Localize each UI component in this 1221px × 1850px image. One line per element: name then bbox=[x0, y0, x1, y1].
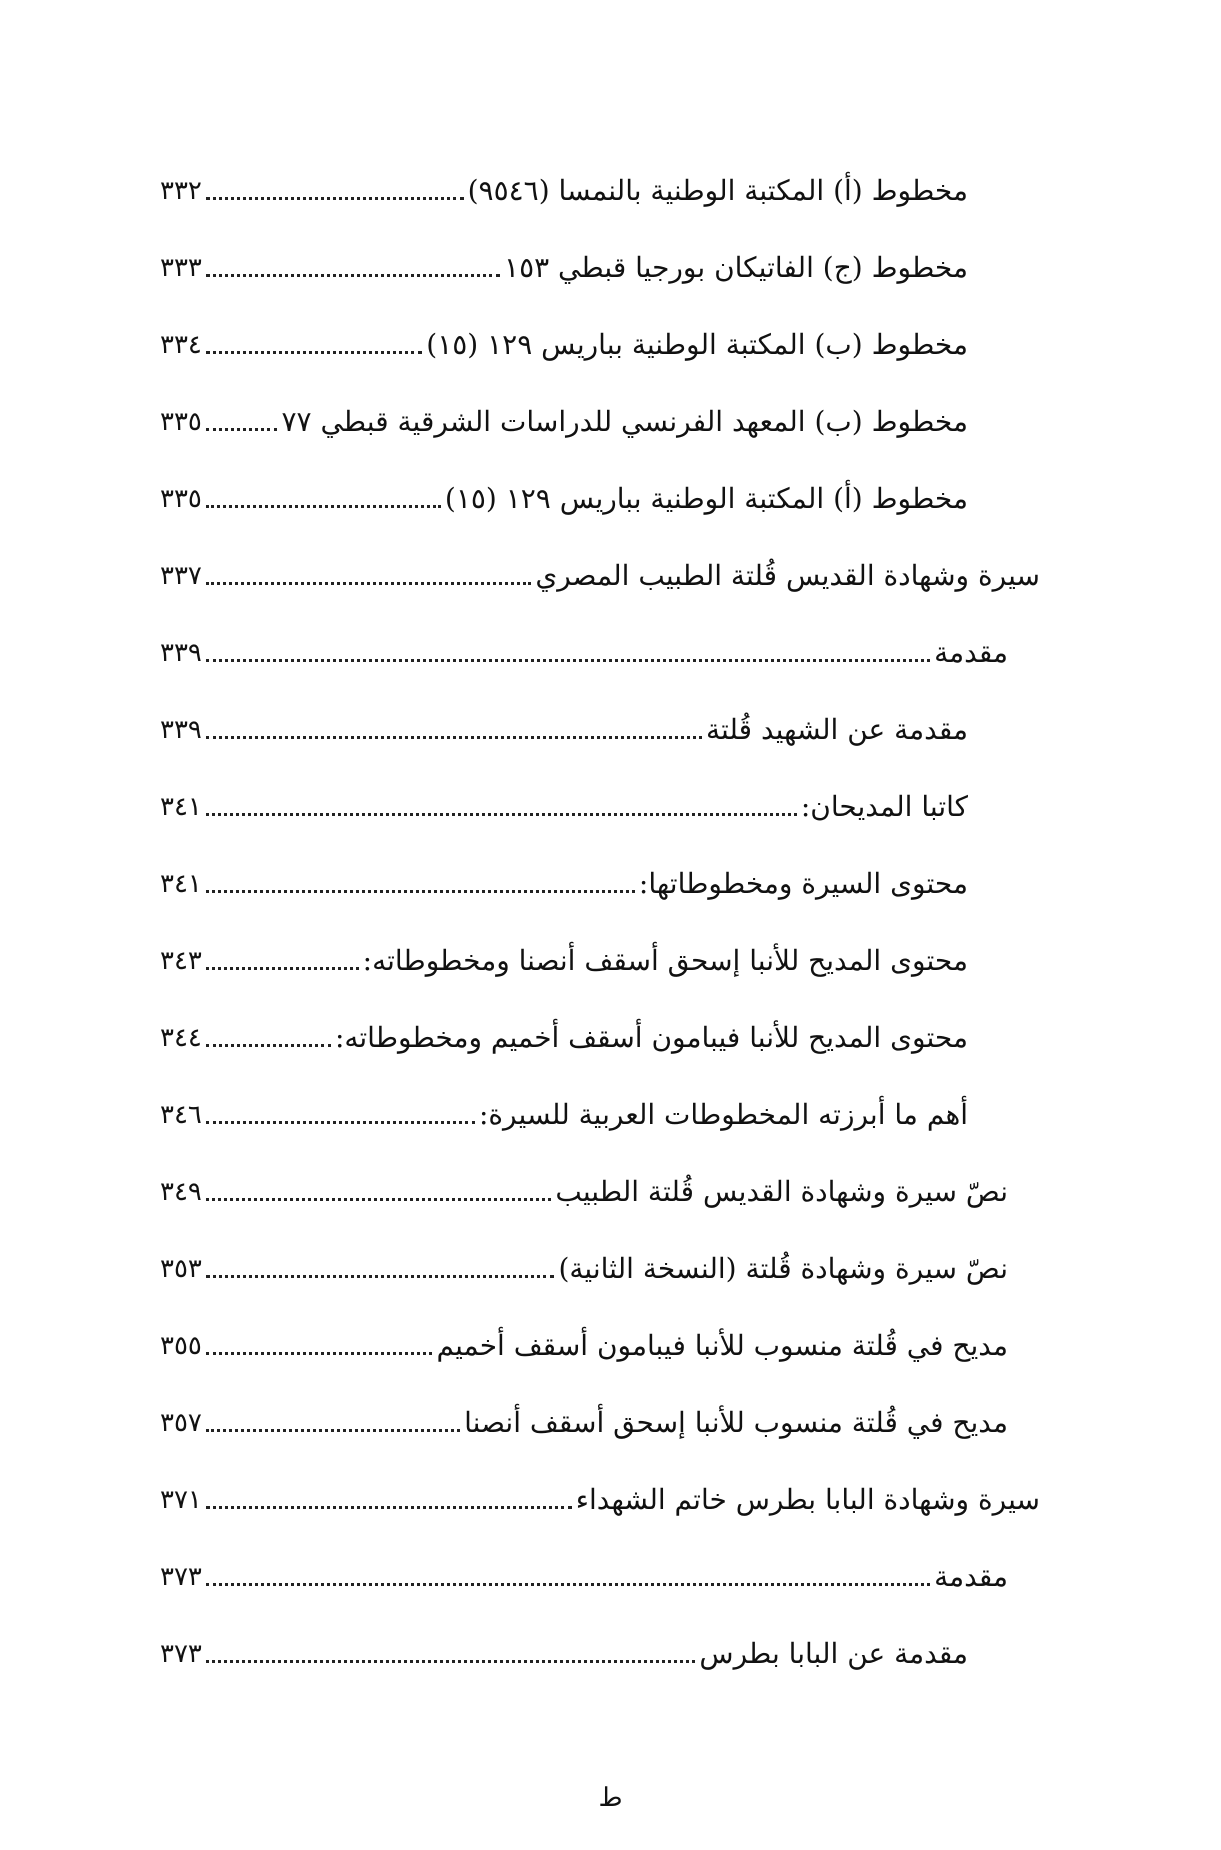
toc-entry-title: مقدمة bbox=[934, 1559, 1008, 1593]
dot-leader bbox=[206, 582, 531, 585]
toc-page-number: ٣٥٥ bbox=[160, 1330, 202, 1361]
toc-entry bbox=[160, 768, 1040, 845]
toc-page-number: ٣٣٩ bbox=[160, 637, 202, 668]
dot-leader bbox=[206, 1352, 433, 1355]
dot-leader bbox=[206, 967, 359, 970]
toc-entry bbox=[160, 845, 1040, 922]
dot-leader bbox=[206, 1044, 331, 1047]
toc-entry bbox=[160, 383, 1040, 460]
toc-page-number: ٣٤٩ bbox=[160, 1176, 202, 1207]
dot-leader bbox=[206, 813, 797, 816]
toc-entry-title: محتوى المديح للأنبا إسحق أسقف أنصنا ومخطوطاته: bbox=[362, 943, 968, 977]
toc-entry-title: سيرة وشهادة القديس قُلتة الطبيب المصري bbox=[535, 558, 1040, 592]
toc-entry bbox=[160, 1538, 1040, 1615]
dot-leader bbox=[206, 274, 500, 277]
toc-page-number: ٣٣٥ bbox=[160, 483, 202, 514]
toc-entry-title: كاتبا المديحان: bbox=[800, 789, 968, 823]
toc-entry bbox=[160, 999, 1040, 1076]
toc-page-number: ٣٥٧ bbox=[160, 1407, 202, 1438]
toc-entry bbox=[160, 1384, 1040, 1461]
dot-leader bbox=[206, 428, 278, 431]
toc-entry-title: مديح في قُلتة منسوب للأنبا فيبامون أسقف أخميم bbox=[436, 1328, 1008, 1362]
dot-leader bbox=[206, 736, 702, 739]
dot-leader bbox=[206, 505, 441, 508]
toc-page-number: ٣٧١ bbox=[160, 1484, 202, 1515]
toc-entry-title: مخطوط (ج) الفاتيكان بورجيا قبطي ١٥٣ bbox=[504, 250, 968, 284]
toc-entry bbox=[160, 614, 1040, 691]
toc-entry bbox=[160, 229, 1040, 306]
toc-entry-title: مقدمة bbox=[934, 635, 1008, 669]
toc-entry-title: مخطوط (ب) المكتبة الوطنية بباريس ١٢٩ (١٥) bbox=[426, 327, 968, 361]
toc-entry bbox=[160, 1461, 1040, 1538]
dot-leader bbox=[206, 1583, 930, 1586]
toc-entry bbox=[160, 922, 1040, 999]
toc-entry bbox=[160, 1153, 1040, 1230]
toc-entry bbox=[160, 537, 1040, 614]
toc-entry-title: أهم ما أبرزته المخطوطات العربية للسيرة: bbox=[478, 1097, 968, 1131]
toc-page-number: ٣٣٥ bbox=[160, 406, 202, 437]
toc-entry-title: مخطوط (ب) المعهد الفرنسي للدراسات الشرقية قبطي ٧٧ bbox=[281, 404, 968, 438]
toc-page-number: ٣٣٣ bbox=[160, 252, 202, 283]
page-folio: ط bbox=[598, 1783, 623, 1813]
toc-entry-title: مقدمة عن البابا بطرس bbox=[699, 1636, 968, 1670]
dot-leader bbox=[206, 659, 930, 662]
dot-leader bbox=[206, 1506, 572, 1509]
toc-entry-title: مخطوط (أ) المكتبة الوطنية بباريس ١٢٩ (١٥) bbox=[444, 481, 968, 515]
dot-leader bbox=[206, 1198, 551, 1201]
toc-page-number: ٣٣٧ bbox=[160, 560, 202, 591]
toc-entry bbox=[160, 1076, 1040, 1153]
table-of-contents bbox=[160, 152, 1040, 1692]
toc-page-number: ٣٣٩ bbox=[160, 714, 202, 745]
toc-entry bbox=[160, 691, 1040, 768]
toc-entry-title: مقدمة عن الشهيد قُلتة bbox=[705, 712, 968, 746]
toc-page-number: ٣٤٤ bbox=[160, 1022, 202, 1053]
toc-entry-title: محتوى السيرة ومخطوطاتها: bbox=[638, 866, 968, 900]
dot-leader bbox=[206, 1429, 460, 1432]
dot-leader bbox=[206, 1275, 555, 1278]
toc-page-number: ٣٥٣ bbox=[160, 1253, 202, 1284]
dot-leader bbox=[206, 197, 464, 200]
toc-page-number: ٣٧٣ bbox=[160, 1638, 202, 1669]
toc-entry-title: سيرة وشهادة البابا بطرس خاتم الشهداء bbox=[575, 1482, 1040, 1516]
toc-entry bbox=[160, 1230, 1040, 1307]
toc-entry bbox=[160, 306, 1040, 383]
toc-page-number: ٣٤١ bbox=[160, 868, 202, 899]
toc-page-number: ٣٤١ bbox=[160, 791, 202, 822]
toc-entry-title: مديح في قُلتة منسوب للأنبا إسحق أسقف أنصنا bbox=[464, 1405, 1008, 1439]
toc-page-number: ٣٤٦ bbox=[160, 1099, 202, 1130]
toc-page-number: ٣٣٢ bbox=[160, 175, 202, 206]
toc-entry-title: محتوى المديح للأنبا فيبامون أسقف أخميم ومخطوطاته: bbox=[334, 1020, 968, 1054]
toc-entry bbox=[160, 152, 1040, 229]
toc-page-number: ٣٣٤ bbox=[160, 329, 202, 360]
toc-entry-title: نصّ سيرة وشهادة قُلتة (النسخة الثانية) bbox=[558, 1251, 1008, 1285]
toc-entry bbox=[160, 460, 1040, 537]
dot-leader bbox=[206, 1121, 475, 1124]
toc-entry bbox=[160, 1615, 1040, 1692]
dot-leader bbox=[206, 1660, 695, 1663]
toc-page-number: ٣٧٣ bbox=[160, 1561, 202, 1592]
toc-entry-title: نصّ سيرة وشهادة القديس قُلتة الطبيب bbox=[555, 1174, 1008, 1208]
toc-entry-title: مخطوط (أ) المكتبة الوطنية بالنمسا (٩٥٤٦) bbox=[467, 173, 968, 207]
dot-leader bbox=[206, 890, 635, 893]
toc-entry bbox=[160, 1307, 1040, 1384]
toc-page-number: ٣٤٣ bbox=[160, 945, 202, 976]
dot-leader bbox=[206, 351, 422, 354]
